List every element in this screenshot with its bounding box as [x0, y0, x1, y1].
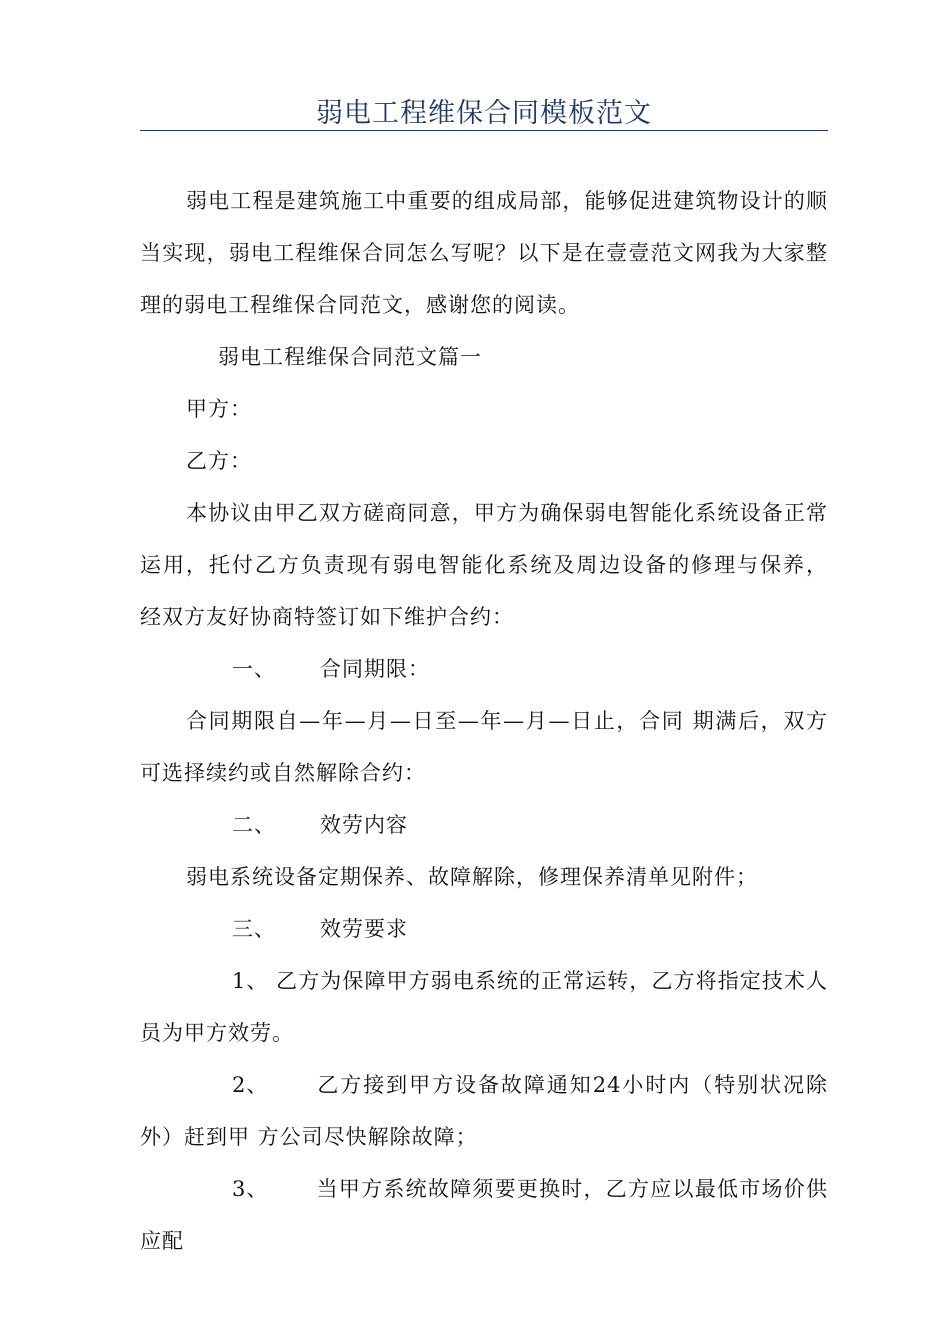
- item-text: 当甲方系统故障须要更换时，乙方应以最低市场价供应配: [140, 1177, 828, 1253]
- item-text: 乙方接到甲方设备故障通知24小时内（特别状况除外）赶到甲 方公司尽快解除故障；: [140, 1073, 828, 1149]
- heading-number: 二、: [232, 813, 276, 837]
- document-body: [140, 175, 828, 1267]
- list-item-3: [140, 1163, 828, 1267]
- agreement-paragraph: 本协议由甲乙双方磋商同意，甲方为确保弱电智能化系统设备正常运用，托付乙方负责现有弱电智能化系统及周边设备的修理与保养， 经双方友好协商特签订如下维护合约：: [140, 501, 828, 629]
- item-number: 1、: [232, 969, 269, 993]
- section-title: 弱电工程维保合同范文篇一: [218, 345, 482, 369]
- document-title: 弱电工程维保合同模板范文: [316, 98, 652, 129]
- heading-number: 一、: [232, 657, 276, 681]
- list-item-2: [140, 1059, 828, 1163]
- party-b-line: 乙方：: [186, 449, 252, 473]
- heading-text: 效劳内容: [320, 813, 408, 837]
- heading-number: 三、: [232, 917, 276, 941]
- party-a-line: 甲方：: [186, 397, 252, 421]
- intro-paragraph: 弱电工程是建筑施工中重要的组成局部，能够促进建筑物设计的顺当实现，弱电工程维保合同怎么写呢？以下是在壹壹范文网我为大家整理的弱电工程维保合同范文，感谢您的阅读。: [140, 189, 828, 317]
- item-text: 乙方为保障甲方弱电系统的正常运转，乙方将指定技术人员为甲方效劳。: [140, 969, 828, 1045]
- heading-service: [140, 799, 828, 851]
- heading-requirements: [140, 903, 828, 955]
- list-item-1: [140, 955, 828, 1059]
- title-underline: [140, 130, 828, 131]
- item-number: 2、: [232, 1073, 269, 1097]
- heading-text: 效劳要求: [320, 917, 408, 941]
- service-paragraph: 弱电系统设备定期保养、故障解除，修理保养清单见附件；: [186, 865, 758, 889]
- item-number: 3、: [232, 1177, 269, 1201]
- term-paragraph: 合同期限自—年—月—日至—年—月—日止，合同 期满后，双方可选择续约或自然解除合约：: [140, 709, 828, 785]
- heading-text: 合同期限：: [320, 657, 430, 681]
- heading-term: [140, 643, 828, 695]
